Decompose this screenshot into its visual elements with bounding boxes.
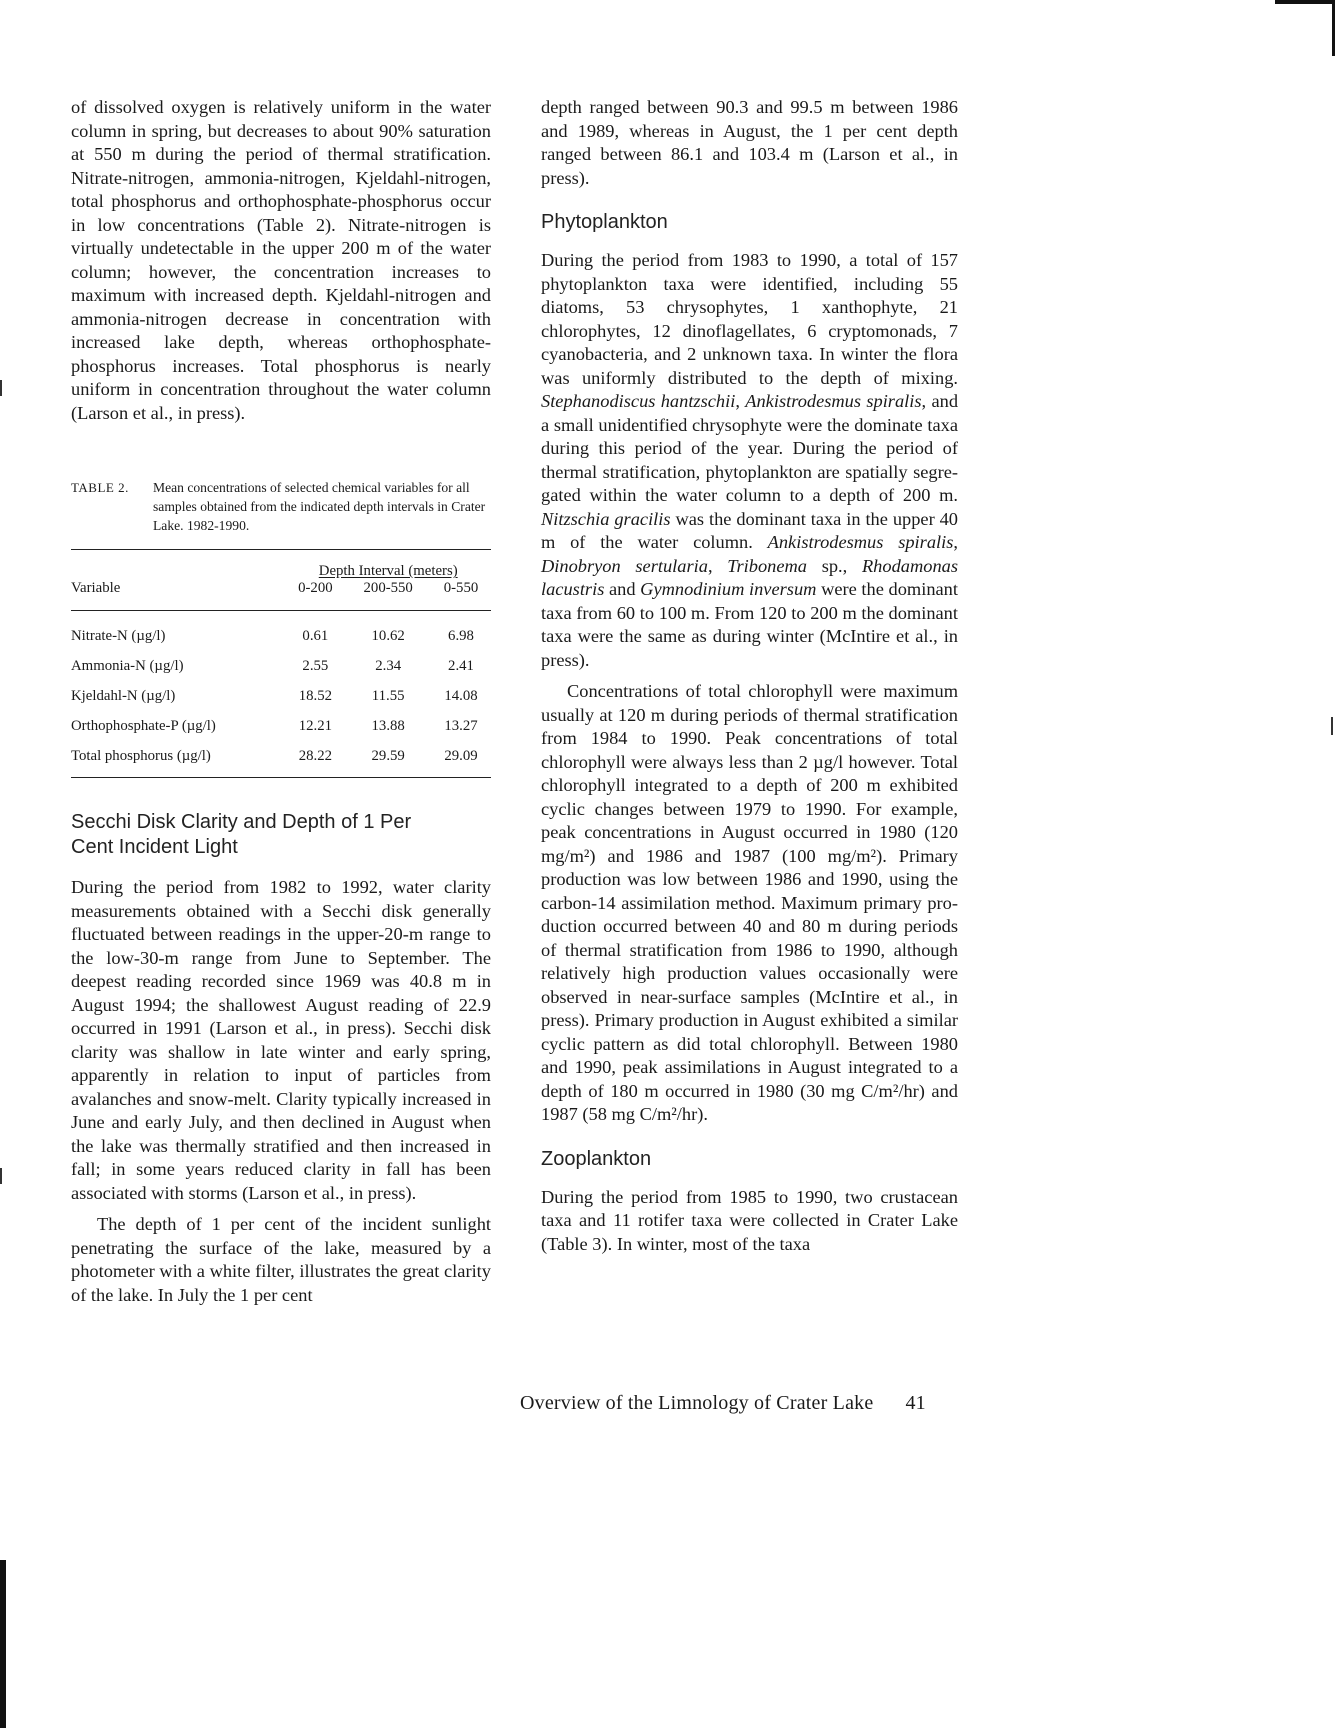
table-cell: 11.55 bbox=[371, 687, 405, 704]
text-run: was the dominant taxa in the upper 40 m of the water column. bbox=[541, 508, 958, 552]
section-heading: Zooplankton bbox=[541, 1147, 652, 1170]
scan-mark bbox=[0, 380, 2, 396]
table-2 bbox=[71, 478, 491, 778]
table-header-col: 0-200 bbox=[298, 580, 333, 596]
table-cell: 18.52 bbox=[298, 687, 333, 704]
page-footer bbox=[520, 1392, 926, 1415]
text-run: , bbox=[735, 391, 746, 411]
body-paragraph: During the period from 1985 to 1990, two crustacean taxa and 11 rotifer taxa were collected in Crater Lake (Table 3). In winter, most of the taxa bbox=[541, 1186, 958, 1254]
body-paragraph: During the period from 1982 to 1992, water clarity measurements obtained with a Secchi disk generally fluctuated between readings in the upper-20-m range to the low-30-m range from June to September. The deepest reading recorded since 1969 was 40.8 m in August 1994; the shallowest August reading of 22.9 occurred in 1991 (Larson et al., in press). Secchi disk clarity was shallow in late winter and early spring, apparently in relation to input of particles from avalanches and snow-melt. Clarity typically increased in June and early July, and then declined in August when the lake was thermally stratified and then increased in fall; in some years reduced clarity in fall has been associated with storms (Larson et al., in press). bbox=[71, 877, 491, 1203]
left-column bbox=[71, 96, 491, 1307]
table-label: TABLE 2. bbox=[71, 480, 129, 495]
scan-mark bbox=[0, 1168, 2, 1184]
body-paragraph: Concentrations of total chlorophyll were maximum usually at 120 m during periods of thermal stratification from 1984 to 1990. Peak concentrations of total chlorophyll were always less than 2 µg/l however. Total chlorophyll integrated to a depth of 200 m exhibited cyclic changes between 1979 to 1990. For example, peak concentrations in August occurred in 1980 (120 mg/m²) and 1986 and 1987 (100 mg/m²). Primary production was low between 1986 and 1990, using the carbon-14 assimilation method. Maximum primary production occurred between 40 and 80 m during periods of thermal stratification from 1986 to 1990, although relatively high production values occasionally were observed in near-surface samples (McIntire et al., in press). Primary production in August exhibited a similar cyclic pattern as did total chlorophyll. Between 1980 and 1990, peak assimilations in August integrated to a depth of 180 m occurred in 1980 (30 mg C/m²/hr) and 1987 (58 mg C/m²/hr). bbox=[541, 681, 958, 1124]
text-run: and bbox=[604, 579, 641, 599]
table-cell: 10.62 bbox=[371, 627, 405, 644]
scan-mark bbox=[1331, 717, 1333, 735]
table-cell-variable: Nitrate-N (µg/l) bbox=[71, 627, 166, 644]
text-run: , and a small unidentified chrysophyte were the dominate taxa during this period of the year. During the period of thermal stratification, phytoplankton are spatially segregated within the water column to a depth of 200 m. bbox=[541, 391, 959, 505]
table-cell: 29.59 bbox=[371, 747, 405, 764]
species-name: Rhodamonas lacustris bbox=[541, 555, 958, 599]
table-cell: 12.21 bbox=[298, 717, 333, 734]
body-paragraph: The depth of 1 per cent of the incident sunlight penetrating the surface of the lake, measured by a photometer with a white filter, illustrates the great clarity of the lake. In July the 1 per cent bbox=[71, 1214, 491, 1305]
table-cell-variable: Kjeldahl-N (µg/l) bbox=[71, 687, 176, 704]
table-header-blank bbox=[71, 550, 285, 581]
running-footer-title: Overview of the Limnology of Crater Lake bbox=[520, 1392, 874, 1414]
table-spacer bbox=[71, 611, 491, 622]
text-run: During the period from 1983 to 1990, a total of 157 phytoplankton taxa were identified, including 55 diatoms, 53 chrysophytes, 1 xanthophyte, 21 chlorophytes, 12 dinoflagellates, 6 cryptomonads, 7 cyanobacteria, and 2 unknown taxa. In winter the flora was uniformly distributed to the depth of mixing. bbox=[541, 250, 958, 388]
table-cell-variable: Total phosphorus (µg/l) bbox=[71, 747, 211, 764]
data-table bbox=[71, 549, 491, 778]
species-name: Gymnodinium inversum bbox=[640, 579, 817, 599]
species-name: Dinobryon sertularia bbox=[541, 555, 708, 576]
table-cell: 6.98 bbox=[448, 627, 474, 644]
table-cell-variable: Ammonia-N (µg/l) bbox=[71, 657, 184, 674]
section-heading: Phytoplankton bbox=[541, 211, 668, 233]
table-row bbox=[71, 621, 491, 651]
species-name: Tribonema bbox=[727, 555, 807, 576]
page-edge-mark bbox=[1275, 0, 1335, 4]
table-header-col: 200-550 bbox=[363, 580, 413, 596]
body-paragraph: depth ranged between 90.3 and 99.5 m between 1986 and 1989, whereas in August, the 1 per cent depth ranged between 86.1 and 103.4 m (Larson et al., in press). bbox=[541, 97, 958, 188]
table-row bbox=[71, 681, 491, 711]
table-cell: 14.08 bbox=[444, 687, 478, 704]
text-run: were the dominant taxa from 60 to 100 m. From 120 to 200 m the dominant taxa were the same as during winter (McIntire et al., in press). bbox=[541, 579, 958, 670]
table-caption-text: Mean concentrations of selected chemical variables for all samples obtained from the indicated depth intervals in Crater Lake. 1982-1990. bbox=[153, 480, 486, 533]
table-cell-variable: Orthophosphate-P (µg/l) bbox=[71, 717, 216, 734]
table-caption bbox=[71, 478, 491, 535]
species-name: Ankistrodesmus spiralis bbox=[745, 391, 922, 411]
text-run: , bbox=[953, 532, 958, 552]
right-column bbox=[541, 96, 958, 1256]
text-run: , bbox=[707, 555, 728, 576]
table-row bbox=[71, 651, 491, 681]
table-cell: 28.22 bbox=[298, 747, 333, 764]
table-cell: 2.41 bbox=[448, 657, 474, 674]
text-run: sp., bbox=[806, 555, 862, 576]
section-heading: Secchi Disk Clarity and Depth of 1 Per Cent Incident Light bbox=[71, 811, 412, 858]
table-cell: 2.55 bbox=[302, 657, 329, 674]
table-cell: 2.34 bbox=[375, 657, 402, 674]
table-span-header: Depth Interval (meters) bbox=[318, 563, 458, 579]
table-cell: 29.09 bbox=[444, 747, 478, 764]
table-cell: 13.88 bbox=[371, 717, 405, 734]
table-header-variable: Variable bbox=[71, 580, 121, 596]
table-header-col: 0-550 bbox=[443, 580, 479, 596]
table-cell: 0.61 bbox=[302, 627, 329, 644]
table-cell: 13.27 bbox=[444, 717, 478, 734]
species-name: Stephanodiscus hantzschii bbox=[541, 391, 736, 411]
species-name: Ankistrodesmus spiralis bbox=[767, 532, 954, 552]
table-row bbox=[71, 711, 491, 741]
body-paragraph: of dissolved oxygen is relatively uniform in the water column in spring, but decreases to about 90% saturation at 550 m during the period of thermal stratification. Nitrate-nitrogen, ammonia-nitrogen, Kjeldahl-nitrogen, total phosphorus and orthophosphate-phosphorus occur in low concentrations (Table 2). Nitrate-nitrogen is virtually undetectable in the upper 200 m of the water column; however, the concentration increases to maximum with increased depth. Kjeldahl-nitrogen and ammonia-nitrogen decrease in concentration with increased lake depth, whereas orthophosphate-phosphorus increases. Total phosphorus is nearly uniform in concentration throughout the water column (Larson et al., in press). bbox=[71, 97, 491, 423]
species-name: Nitzschia gracilis bbox=[541, 508, 671, 529]
page-number: 41 bbox=[905, 1392, 926, 1414]
body-paragraph bbox=[541, 249, 958, 672]
table-row bbox=[71, 741, 491, 778]
page-edge-mark bbox=[0, 1560, 6, 1728]
